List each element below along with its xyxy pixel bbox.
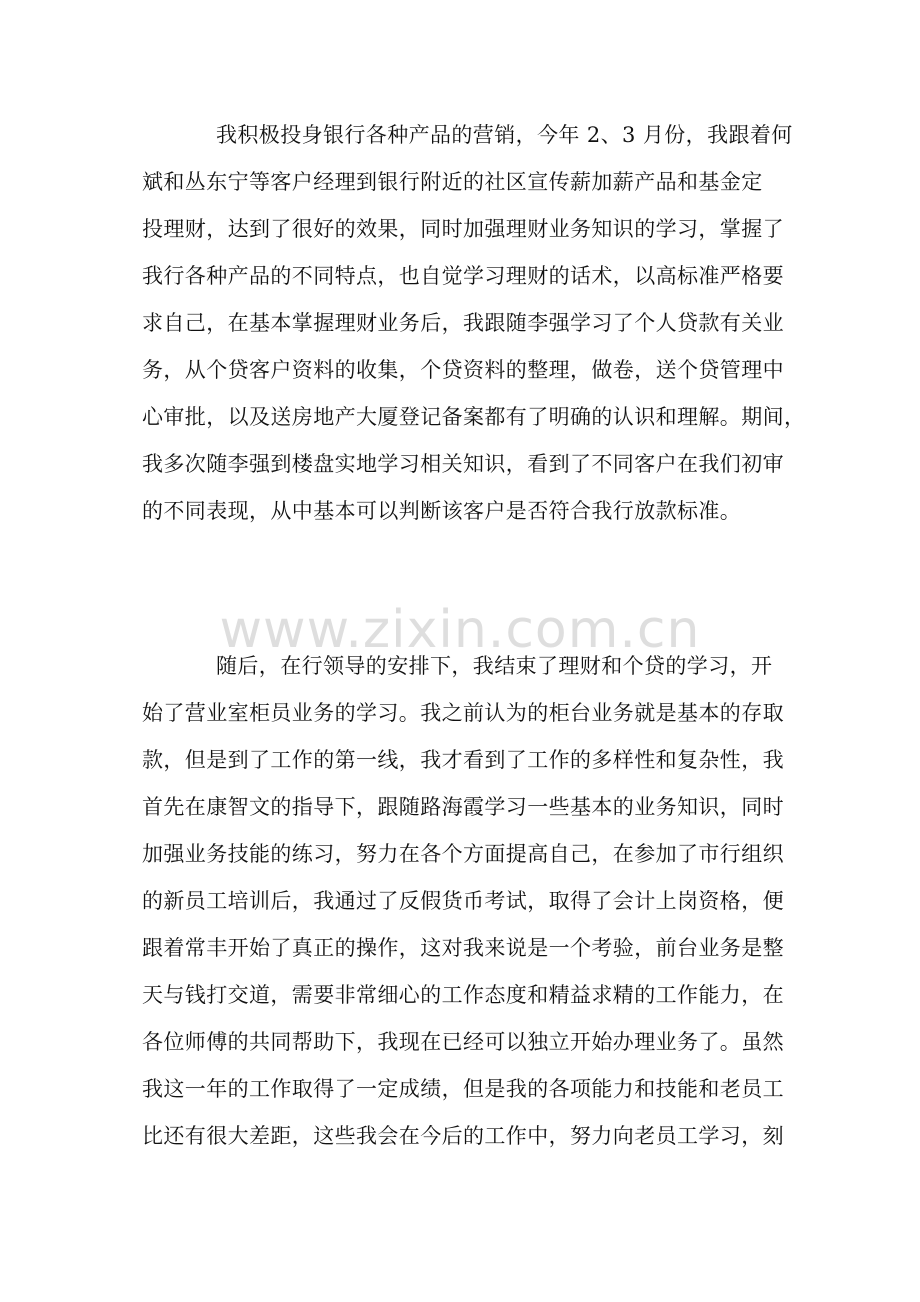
paragraph-line: 求自己，在基本掌握理财业务后，我跟随李强学习了个人贷款有关业 [142, 311, 784, 335]
paragraph-line: 我积极投身银行各种产品的营销，今年 2、3 月份，我跟着何 [216, 123, 793, 147]
paragraph-line: 心审批，以及送房地产大厦登记备案都有了明确的认识和理解。期间， [142, 405, 806, 429]
watermark: www.zixin.com.cn [219, 600, 701, 660]
paragraph-line: 各位师傅的共同帮助下，我现在已经可以独立开始办理业务了。虽然 [142, 1030, 784, 1054]
paragraph-line: 始了营业室柜员业务的学习。我之前认为的柜台业务就是基本的存取 [142, 701, 784, 725]
paragraph-line: 天与钱打交道，需要非常细心的工作态度和精益求精的工作能力，在 [142, 983, 784, 1007]
paragraph-line: 的不同表现，从中基本可以判断该客户是否符合我行放款标准。 [142, 499, 742, 523]
paragraph-line: 跟着常丰开始了真正的操作，这对我来说是一个考验，前台业务是整 [142, 936, 784, 960]
paragraph-line: 我多次随李强到楼盘实地学习相关知识，看到了不同客户在我们初审 [142, 452, 784, 476]
paragraph-line: 比还有很大差距，这些我会在今后的工作中，努力向老员工学习，刻 [142, 1124, 784, 1148]
paragraph-line: 首先在康智文的指导下，跟随路海霞学习一些基本的业务知识，同时 [142, 795, 784, 819]
paragraph-line: 务，从个贷客户资料的收集，个贷资料的整理，做卷，送个贷管理中 [142, 358, 784, 382]
paragraph-line: 款，但是到了工作的第一线，我才看到了工作的多样性和复杂性，我 [142, 748, 784, 772]
paragraph-line: 随后，在行领导的安排下，我结束了理财和个贷的学习，开 [216, 654, 773, 678]
paragraph-line: 投理财，达到了很好的效果，同时加强理财业务知识的学习，掌握了 [142, 217, 784, 241]
paragraph-line: 斌和丛东宁等客户经理到银行附近的社区宣传薪加薪产品和基金定 [142, 170, 763, 194]
paragraph-line: 我这一年的工作取得了一定成绩，但是我的各项能力和技能和老员工 [142, 1077, 784, 1101]
paragraph-line: 的新员工培训后，我通过了反假货币考试，取得了会计上岗资格，便 [142, 889, 784, 913]
paragraph-line: 加强业务技能的练习，努力在各个方面提高自己，在参加了市行组织 [142, 842, 784, 866]
paragraph-line: 我行各种产品的不同特点，也自觉学习理财的话术，以高标准严格要 [142, 264, 784, 288]
